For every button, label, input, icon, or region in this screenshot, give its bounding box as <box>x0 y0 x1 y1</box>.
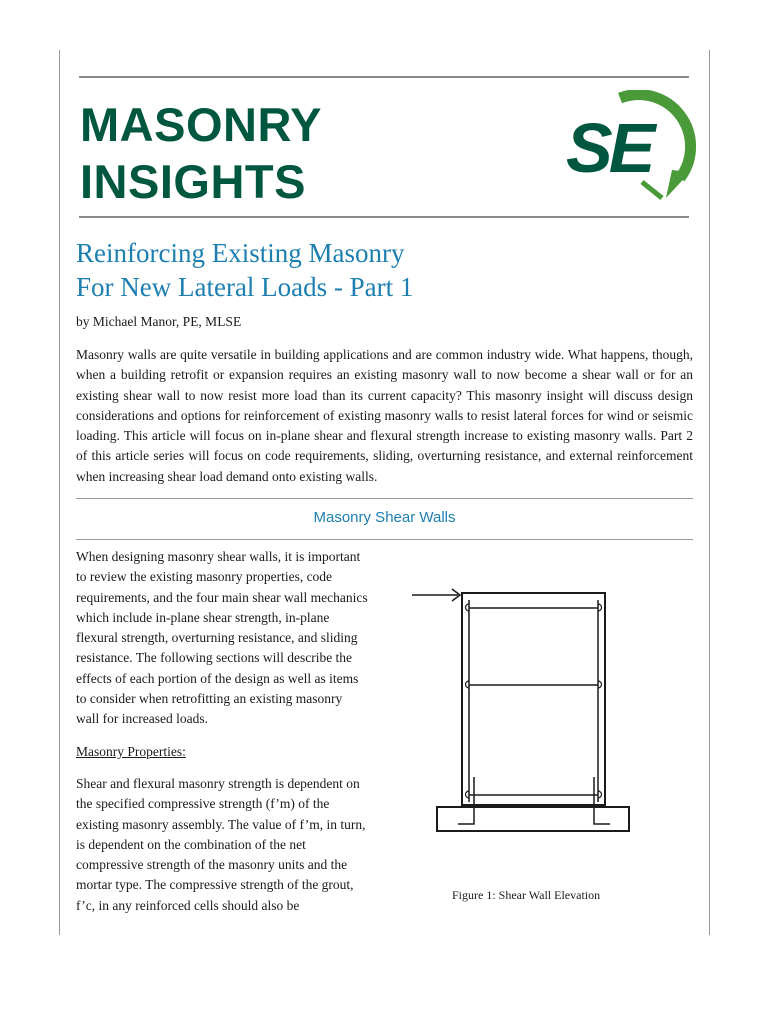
subheading-masonry-properties: Masonry Properties: <box>76 743 186 759</box>
dowel-left <box>458 777 474 824</box>
header-top-rule <box>79 76 689 78</box>
wall-outline <box>462 593 605 805</box>
intro-paragraph: Masonry walls are quite versatile in building applications and are common industry wide. What happens, though, when a building retrofit or expansion requires an existing masonry wall to now become a shear wall or for an existing shear wall to now resist more load than its current capacity? This masonry insight will discuss design considerations and options for reinforcement of existing masonry walls to resist lateral forces for wind or seismic loading. This article will focus on in-plane shear and flexural strength increase to existing masonry walls. Part 2 of this article series will focus on code requirements, sliding, overturning resistance, and external reinforcement when increasing shear load demand onto existing walls. <box>76 347 693 484</box>
byline: by Michael Manor, PE, MLSE <box>76 314 242 329</box>
page-border-left <box>59 50 60 935</box>
article-title <box>76 236 413 304</box>
masthead <box>80 96 322 210</box>
page-border-right <box>709 50 710 935</box>
body-paragraph-1: When designing masonry shear walls, it is important to review the existing masonry properties, code requirements, and the four main shear wall mechanics which include in-plane shear strength, in-plane flexural strength, overturning resistance, and sliding resistance. The following sections will describe the effects of each portion of the design as well as items to consider when retrofitting an existing masonry wall for increased loads. <box>76 549 368 727</box>
dowel-right <box>594 777 610 824</box>
article-title-line-1: Reinforcing Existing Masonry <box>76 238 405 268</box>
masthead-line-1: MASONRY <box>80 98 322 151</box>
masthead-line-2: INSIGHTS <box>80 155 306 208</box>
se-logo <box>562 90 696 205</box>
footing <box>437 807 629 831</box>
section-top-rule <box>76 498 693 499</box>
section-bottom-rule <box>76 539 693 540</box>
body-paragraph-2: Shear and flexural masonry strength is dependent on the specified compressive strength (f’m) of the existing masonry assembly. The value of f’m, in turn, is dependent on the combination of the net compressive strength of the masonry units and the mortar type. The compressive strength of the grout, f’c, in any reinforced cells should also be <box>76 775 366 913</box>
figure-caption: Figure 1: Shear Wall Elevation <box>452 888 601 902</box>
header-bottom-rule <box>79 216 689 218</box>
article-title-line-2: For New Lateral Loads - Part 1 <box>76 272 414 302</box>
body-column <box>76 547 368 928</box>
shear-wall-elevation-figure <box>408 582 633 837</box>
section-heading: Masonry Shear Walls <box>313 509 456 526</box>
logo-text: SE <box>566 109 652 187</box>
